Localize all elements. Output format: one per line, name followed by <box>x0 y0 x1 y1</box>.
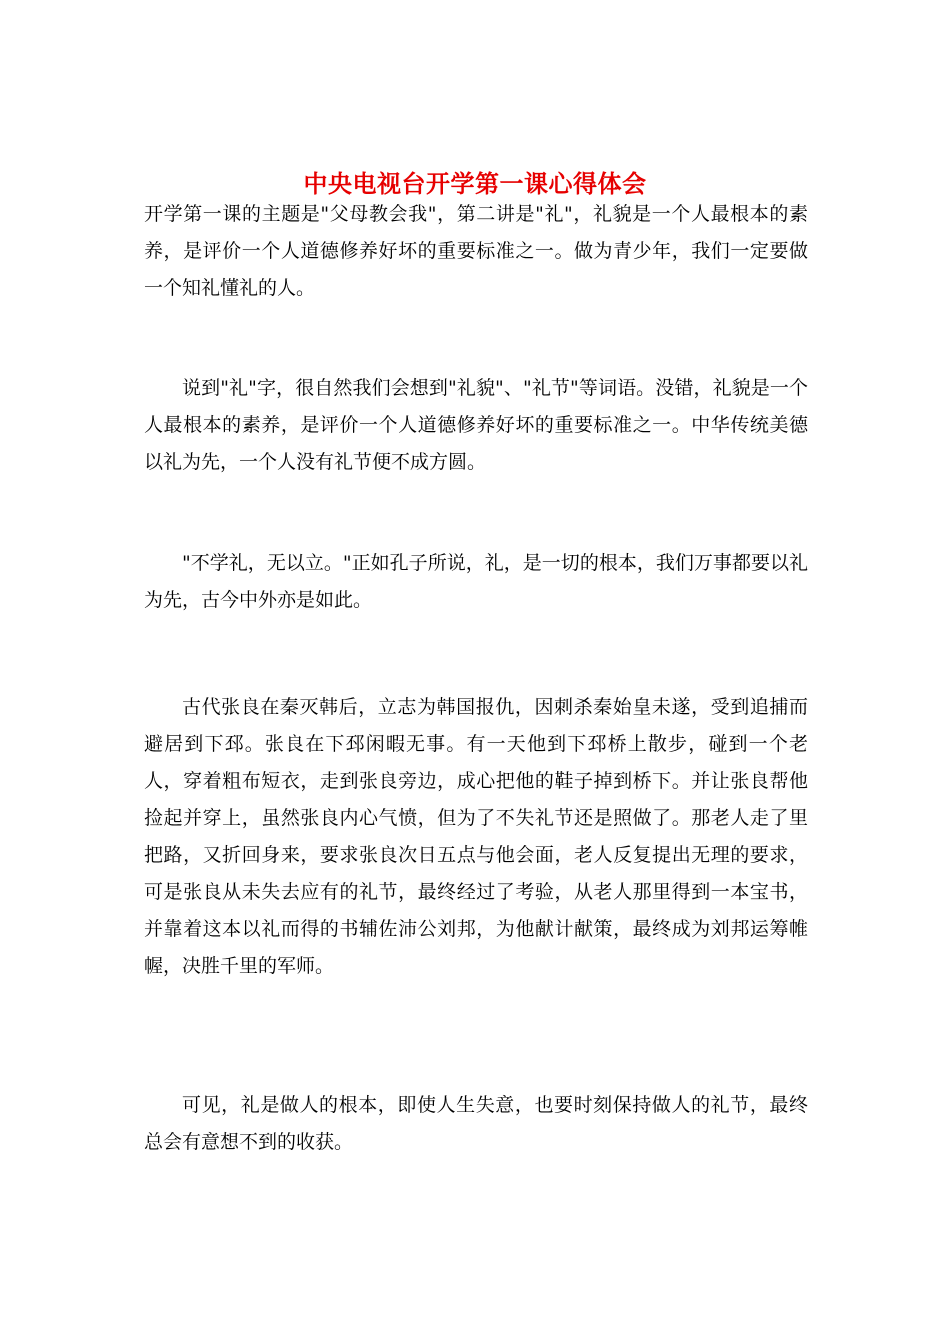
paragraph-intro: 开学第一课的主题是"父母教会我"，第二讲是"礼"，礼貌是一个人最根本的素养，是评价一个人道德修养好坏的重要标准之一。做为青少年，我们一定要做一个知礼懂礼的人。 <box>144 203 808 299</box>
paragraph-zhang-liang-story: 古代张良在秦灭韩后，立志为韩国报仇，因刺杀秦始皇未遂，受到追捕而避居到下邳。张良在下邳闲暇无事。有一天他到下邳桥上散步，碰到一个老人，穿着粗布短衣，走到张良旁边，成心把他的鞋子掉到桥下。并让张良帮他捡起并穿上，虽然张良内心气愤，但为了不失礼节还是照做了。那老人走了里把路，又折回身来，要求张良次日五点与他会面，老人反复提出无理的要求，可是张良从未失去应有的礼节，最终经过了考验，从老人那里得到一本宝书，并靠着这本以礼而得的书辅佐沛公刘邦，为他献计献策，最终成为刘邦运筹帷幄，决胜千里的军师。 <box>144 696 808 977</box>
paragraph-confucius-quote: "不学礼，无以立。"正如孔子所说，礼，是一切的根本，我们万事都要以礼为先，古今中外亦是如此。 <box>144 552 808 611</box>
document-title: 中央电视台开学第一课心得体会 <box>303 169 647 199</box>
paragraph-li-meaning: 说到"礼"字，很自然我们会想到"礼貌"、"礼节"等词语。没错，礼貌是一个人最根本的素养，是评价一个人道德修养好坏的重要标准之一。中华传统美德以礼为先，一个人没有礼节便不成方圆。 <box>144 377 808 473</box>
paragraph-conclusion: 可见，礼是做人的根本，即使人生失意，也要时刻保持做人的礼节，最终总会有意想不到的收获。 <box>144 1094 808 1153</box>
